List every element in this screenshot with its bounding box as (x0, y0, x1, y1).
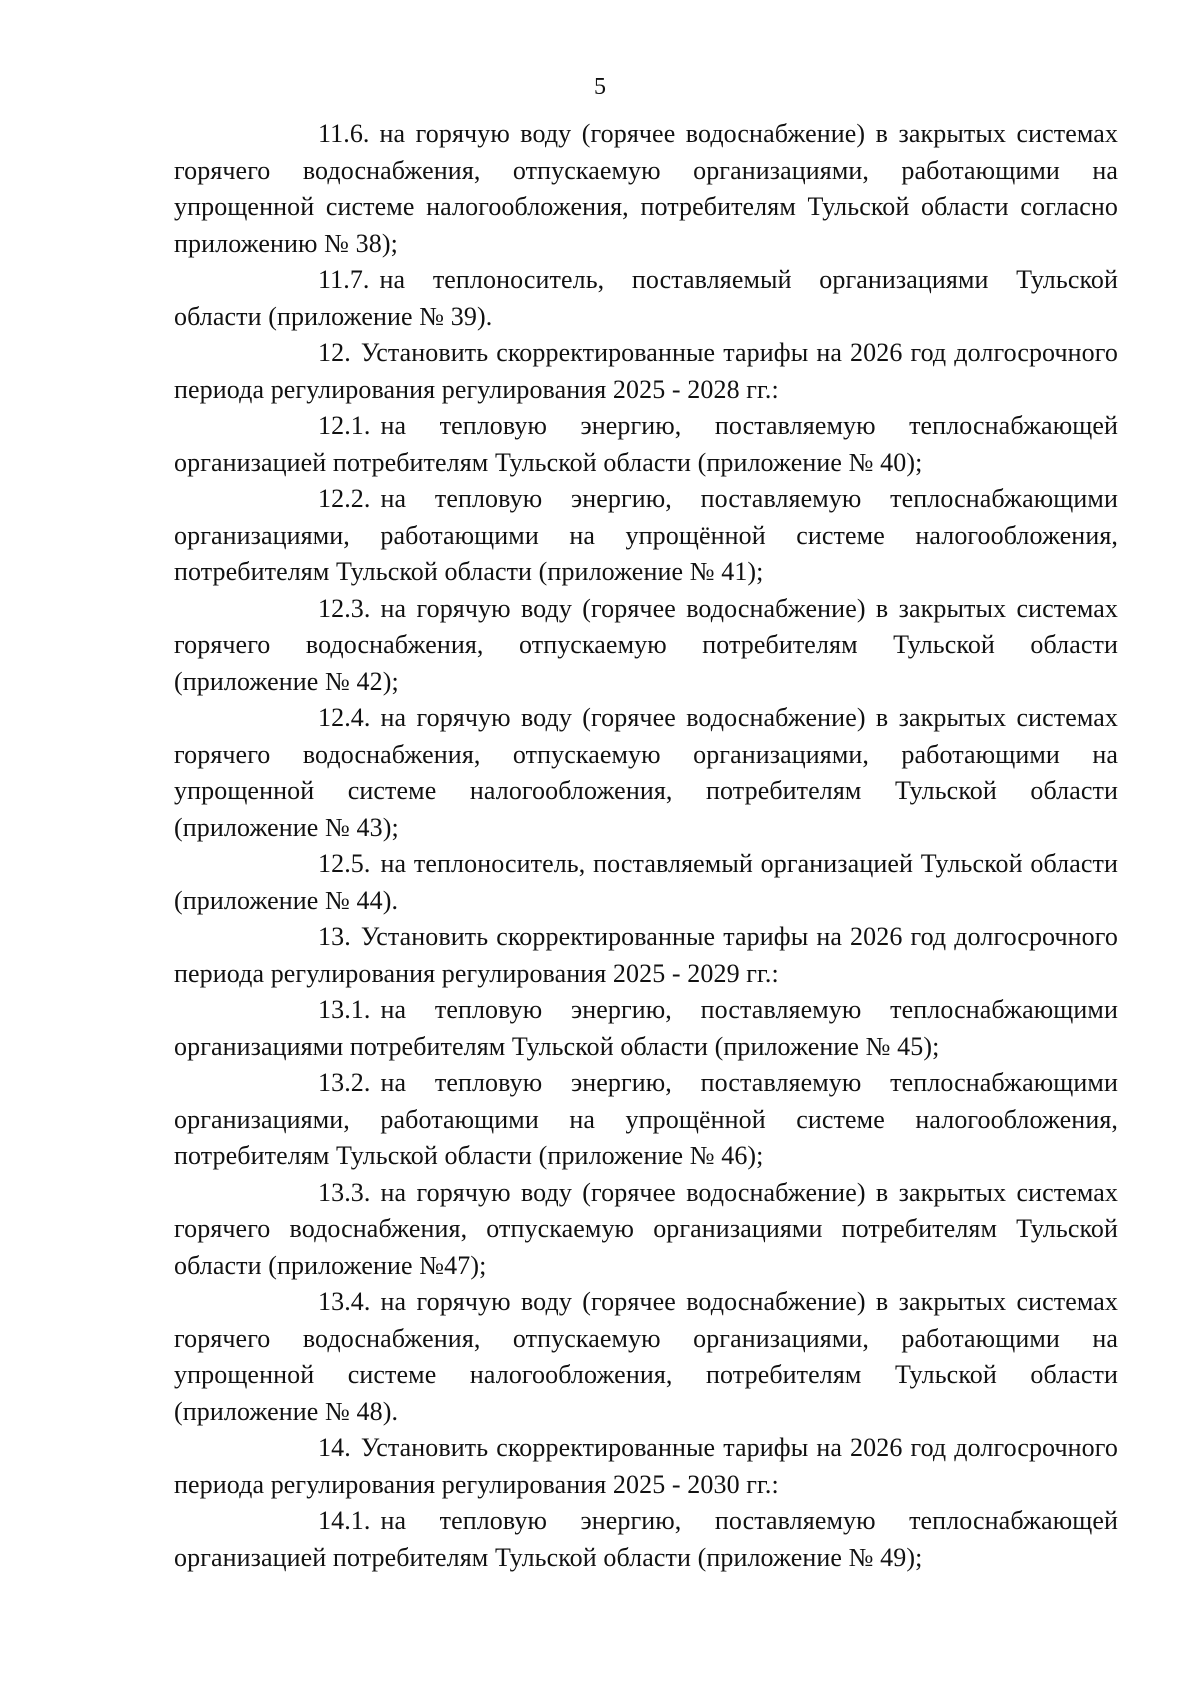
paragraph-text: на горячую воду (горячее водоснабжение) в закрытых системах горячего водоснабжения, отпускаемую организациями потребителям Тульской области (приложение №47); (174, 1177, 1118, 1280)
paragraph-text: на теплоноситель, поставляемый организацией Тульской области (приложение № 44). (174, 849, 1118, 915)
paragraph-12 (174, 335, 1118, 408)
paragraph-number: 12. (318, 338, 351, 367)
paragraph-number: 13.1. (318, 995, 371, 1024)
paragraph-text: на тепловую энергию, поставляемую теплоснабжающими организациями потребителям Тульской области (приложение № 45); (174, 995, 1118, 1061)
paragraph-13-3 (174, 1175, 1118, 1285)
document-body (174, 116, 1118, 1576)
paragraph-number: 11.6. (318, 119, 370, 148)
paragraph-12-2 (174, 481, 1118, 591)
paragraph-12-4 (174, 700, 1118, 846)
paragraph-11-7 (174, 262, 1118, 335)
paragraph-number: 13. (318, 922, 351, 951)
paragraph-text: Установить скорректированные тарифы на 2026 год долгосрочного периода регулирования регулирования 2025 - 2030 гг.: (174, 1433, 1118, 1499)
paragraph-text: на теплоноситель, поставляемый организациями Тульской области (приложение № 39). (174, 265, 1118, 331)
paragraph-13 (174, 919, 1118, 992)
paragraph-number: 12.5. (318, 849, 371, 878)
paragraph-14 (174, 1430, 1118, 1503)
paragraph-text: на тепловую энергию, поставляемую теплоснабжающей организацией потребителям Тульской области (приложение № 40); (174, 411, 1118, 477)
page-number: 5 (594, 74, 606, 100)
paragraph-12-5 (174, 846, 1118, 919)
paragraph-text: на тепловую энергию, поставляемую теплоснабжающими организациями, работающими на упрощённой системе налогообложения, потребителям Тульской области (приложение № 46); (174, 1068, 1118, 1170)
paragraph-number: 14. (318, 1433, 351, 1462)
paragraph-number: 13.2. (318, 1068, 371, 1097)
paragraph-text: на горячую воду (горячее водоснабжение) в закрытых системах горячего водоснабжения, отпускаемую организациями, работающими на упрощенной системе налогообложения, потребителям Тульской области (приложение № 48). (174, 1287, 1118, 1426)
paragraph-text: на тепловую энергию, поставляемую теплоснабжающей организацией потребителям Тульской области (приложение № 49); (174, 1506, 1118, 1572)
paragraph-number: 13.4. (318, 1287, 371, 1316)
paragraph-text: на горячую воду (горячее водоснабжение) в закрытых системах горячего водоснабжения, отпускаемую организациями, работающими на упрощенной системе налогообложения, потребителям Тульской области (приложение № 43); (174, 703, 1118, 842)
paragraph-14-1 (174, 1503, 1118, 1576)
paragraph-number: 12.1. (318, 411, 371, 440)
paragraph-number: 12.2. (318, 484, 371, 513)
paragraph-text: на горячую воду (горячее водоснабжение) в закрытых системах горячего водоснабжения, отпускаемую организациями, работающими на упрощенной системе налогообложения, потребителям Тульской области согласно приложению № 38); (174, 119, 1118, 258)
paragraph-number: 14.1. (318, 1506, 371, 1535)
paragraph-12-1 (174, 408, 1118, 481)
paragraph-text: на горячую воду (горячее водоснабжение) в закрытых системах горячего водоснабжения, отпускаемую потребителям Тульской области (приложение № 42); (174, 593, 1118, 696)
paragraph-11-6 (174, 116, 1118, 262)
paragraph-13-1 (174, 992, 1118, 1065)
paragraph-text: Установить скорректированные тарифы на 2026 год долгосрочного периода регулирования регулирования 2025 - 2028 гг.: (174, 338, 1118, 404)
paragraph-number: 12.3. (318, 593, 371, 623)
paragraph-text: Установить скорректированные тарифы на 2026 год долгосрочного периода регулирования регулирования 2025 - 2029 гг.: (174, 922, 1118, 988)
paragraph-text: на тепловую энергию, поставляемую теплоснабжающими организациями, работающими на упрощённой системе налогообложения, потребителям Тульской области (приложение № 41); (174, 484, 1118, 586)
paragraph-13-2 (174, 1065, 1118, 1175)
paragraph-12-3 (174, 591, 1118, 701)
paragraph-number: 13.3. (318, 1177, 371, 1207)
paragraph-number: 12.4. (318, 703, 371, 732)
paragraph-number: 11.7. (318, 265, 370, 294)
paragraph-13-4 (174, 1284, 1118, 1430)
